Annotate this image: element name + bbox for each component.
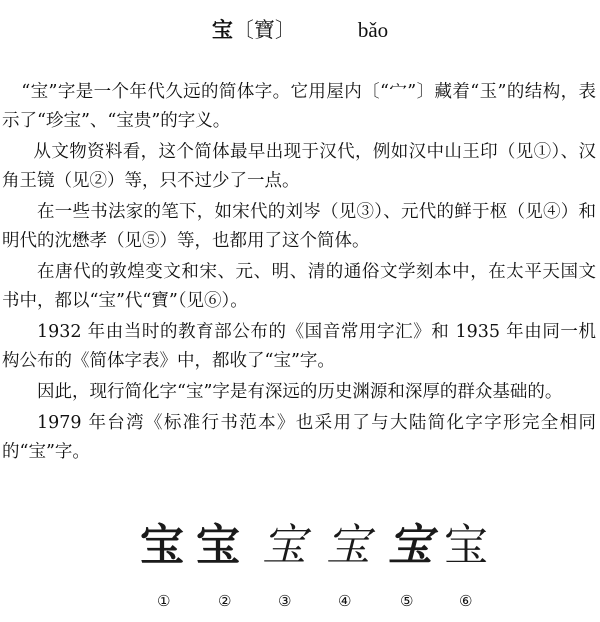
entry-body — [2, 78, 596, 469]
glyph-label-5: ⑤ — [400, 592, 414, 610]
glyph-label-3: ③ — [278, 592, 292, 610]
glyph-label-2: ② — [218, 592, 232, 610]
paragraph: 在一些书法家的笔下，如宋代的刘岑（见③）、元代的鲜于枢（见④）和明代的沈懋孝（见⑤）等，也都用了这个简体。 — [2, 202, 596, 251]
glyph-samples — [0, 516, 600, 576]
glyph-sample-6: 宝 — [444, 520, 488, 571]
paragraph: 因此，现行简化字“宝”字是有深远的历史渊源和深厚的群众基础的。 — [37, 382, 563, 402]
paragraph: “宝”字是一个年代久远的简体字。它用屋内〔“宀”〕藏着“玉”的结构，表示了“珍宝”、“宝贵”的字义。 — [2, 82, 596, 131]
paragraph: 从文物资料看，这个简体最早出现于汉代，例如汉中山王印（见①）、汉角王镜（见②）等，只不过少了一点。 — [2, 142, 596, 191]
paragraph: 在唐代的敦煌变文和宋、元、明、清的通俗文学刻本中，在太平天国文书中，都以“宝”代“寶”（见⑥）。 — [2, 262, 596, 311]
paragraph: 1932 年由当时的教育部公布的《国音常用字汇》和 1935 年由同一机构公布的《简体字表》中，都收了“宝”字。 — [2, 322, 596, 371]
glyph-label-6: ⑥ — [459, 592, 473, 610]
glyph-sample-2: 宝 — [196, 520, 240, 571]
glyph-sample-3: 宝 — [262, 520, 306, 571]
glyph-sample-1: 宝 — [140, 520, 184, 571]
pinyin: bǎo — [357, 18, 389, 42]
paragraph: 1979 年台湾《标准行书范本》也采用了与大陆简化字字形完全相同的“宝”字。 — [2, 413, 596, 462]
traditional-form: 〔寶〕 — [232, 18, 296, 42]
glyph-sample-4: 宝 — [326, 520, 370, 571]
glyph-labels — [0, 592, 600, 614]
glyph-label-4: ④ — [338, 592, 352, 610]
glyph-label-1: ① — [157, 592, 171, 610]
glyph-sample-5: 宝 — [388, 520, 432, 571]
entry-character: 宝 — [211, 17, 233, 42]
entry-heading — [0, 14, 600, 44]
